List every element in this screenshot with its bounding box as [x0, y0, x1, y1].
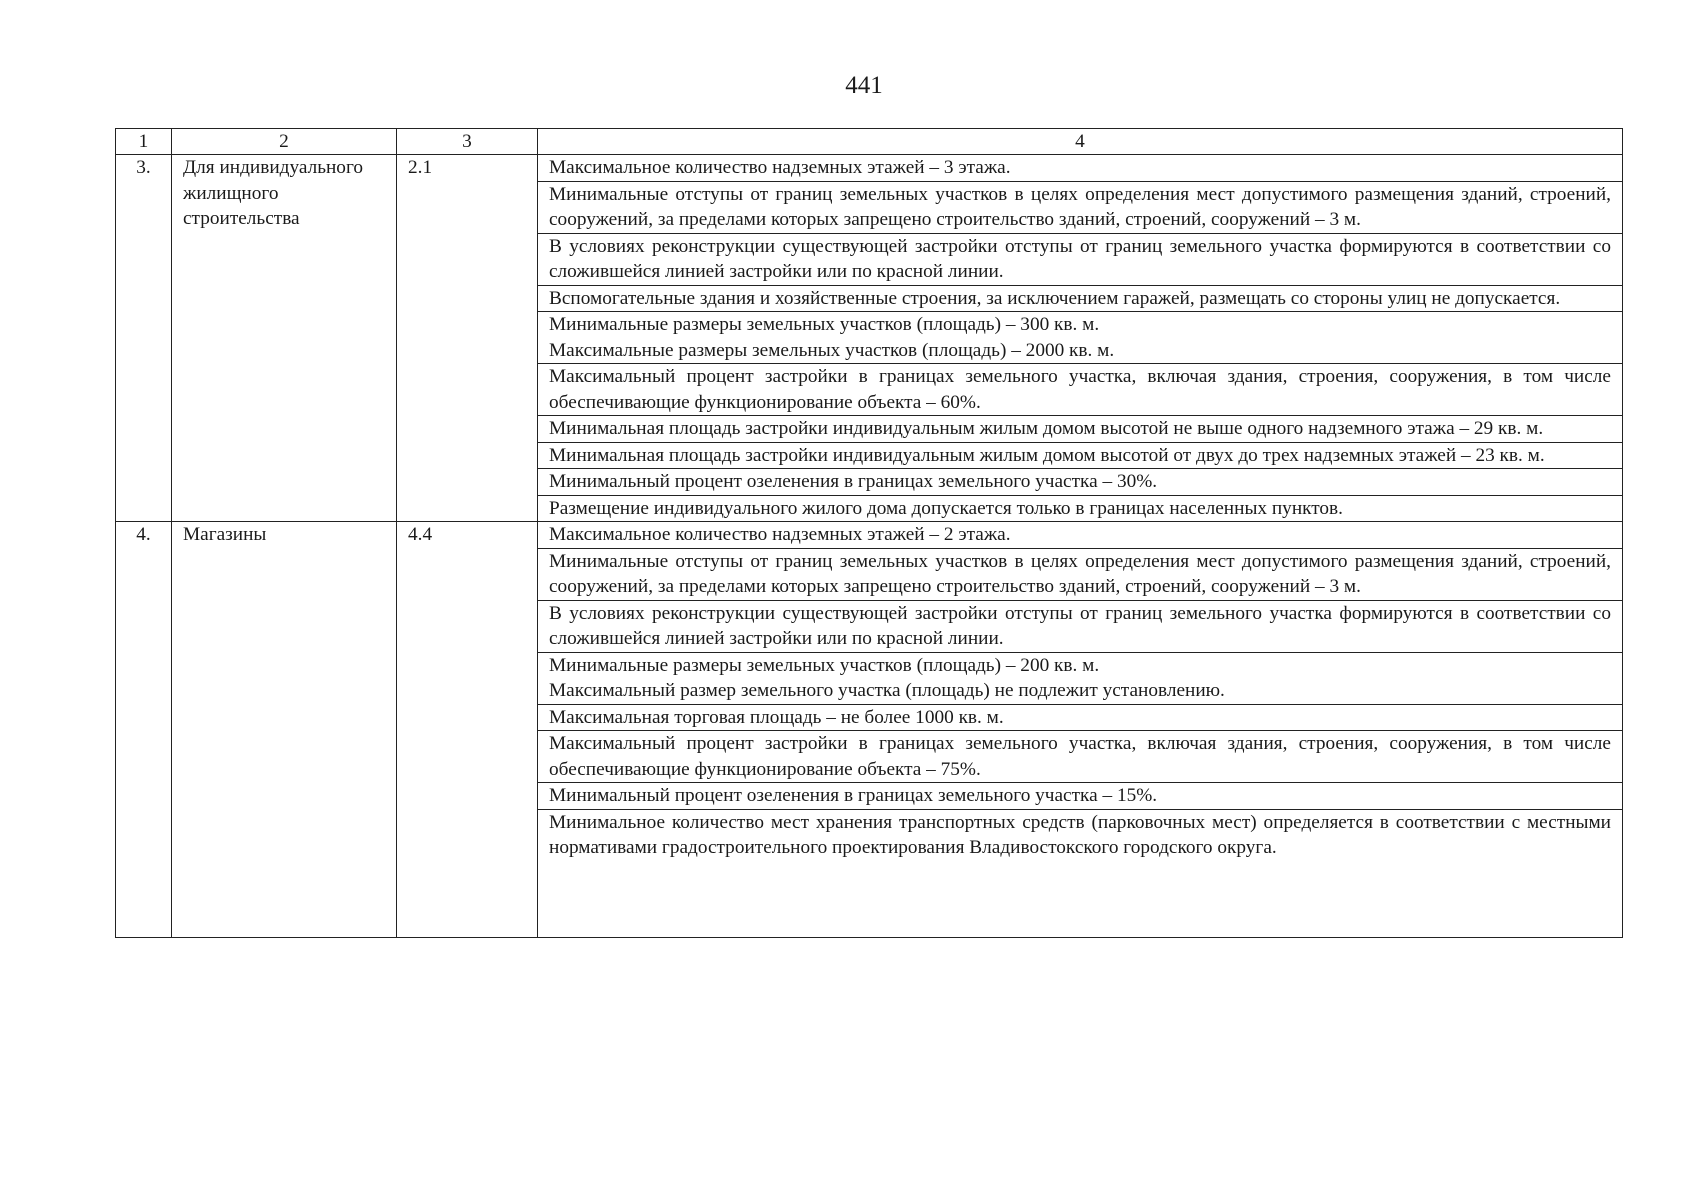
- requirement-cell: [538, 652, 1623, 704]
- regulations-table: [115, 128, 1623, 938]
- requirement-cell: Минимальное количество мест хранения транспортных средств (парковочных мест) определяется в соответствии с местными нормативами градостроительного проектирования Владивостокского городского округа.: [538, 809, 1623, 937]
- requirement-line: Максимальные размеры земельных участков (площадь) – 2000 кв. м.: [549, 339, 1115, 361]
- requirement-line: Минимальные размеры земельных участков (площадь) – 300 кв. м.: [549, 314, 1100, 335]
- header-cell: 1: [116, 129, 172, 155]
- requirement-line: Максимальный размер земельного участка (площадь) не подлежит установлению.: [549, 680, 1225, 701]
- requirement-line: Минимальные размеры земельных участков (площадь) – 200 кв. м.: [549, 654, 1100, 676]
- header-cell: 4: [538, 129, 1623, 155]
- land-use-code: 4.4: [397, 522, 538, 938]
- requirement-cell: Максимальный процент застройки в границах земельного участка, включая здания, строения, сооружения, в том числе обеспечивающие функционирование объекта – 60%.: [538, 364, 1623, 416]
- requirement-cell: Минимальная площадь застройки индивидуальным жилым домом высотой от двух до трех надземных этажей – 23 кв. м.: [538, 442, 1623, 469]
- row-number: 4.: [116, 522, 172, 938]
- requirement-cell: Минимальные отступы от границ земельных участков в целях определения мест допустимого размещения зданий, строений, сооружений, за пределами которых запрещено строительство зданий, строений, сооружений – 3 м.: [538, 548, 1623, 600]
- land-use-name: Магазины: [172, 522, 397, 938]
- land-use-name: Для индивидуального жилищного строительства: [172, 155, 397, 522]
- header-cell: 3: [397, 129, 538, 155]
- requirement-cell: Максимальное количество надземных этажей – 3 этажа.: [538, 155, 1623, 182]
- row-number: 3.: [116, 155, 172, 522]
- requirement-cell: Вспомогательные здания и хозяйственные строения, за исключением гаражей, размещать со стороны улиц не допускается.: [538, 285, 1623, 312]
- table-row: [116, 155, 1623, 182]
- requirement-cell: Минимальная площадь застройки индивидуальным жилым домом высотой не выше одного надземного этажа – 29 кв. м.: [538, 416, 1623, 443]
- requirement-cell: Размещение индивидуального жилого дома допускается только в границах населенных пунктов.: [538, 495, 1623, 522]
- requirement-cell: [538, 312, 1623, 364]
- requirement-cell: Максимальная торговая площадь – не более 1000 кв. м.: [538, 704, 1623, 731]
- requirement-cell: Минимальный процент озеленения в границах земельного участка – 30%.: [538, 469, 1623, 496]
- land-use-code: 2.1: [397, 155, 538, 522]
- header-cell: 2: [172, 129, 397, 155]
- requirement-cell: Минимальные отступы от границ земельных участков в целях определения мест допустимого размещения зданий, строений, сооружений, за пределами которых запрещено строительство зданий, строений, сооружений – 3 м.: [538, 181, 1623, 233]
- requirement-cell: Максимальное количество надземных этажей – 2 этажа.: [538, 522, 1623, 549]
- table-row: [116, 522, 1623, 549]
- page-number: 441: [845, 72, 883, 99]
- requirement-cell: В условиях реконструкции существующей застройки отступы от границ земельного участка формируются в соответствии со сложившейся линией застройки или по красной линии.: [538, 600, 1623, 652]
- requirement-cell: В условиях реконструкции существующей застройки отступы от границ земельного участка формируются в соответствии со сложившейся линией застройки или по красной линии.: [538, 233, 1623, 285]
- requirement-cell: Минимальный процент озеленения в границах земельного участка – 15%.: [538, 783, 1623, 810]
- header-row: [116, 129, 1623, 155]
- requirement-cell: Максимальный процент застройки в границах земельного участка, включая здания, строения, сооружения, в том числе обеспечивающие функционирование объекта – 75%.: [538, 731, 1623, 783]
